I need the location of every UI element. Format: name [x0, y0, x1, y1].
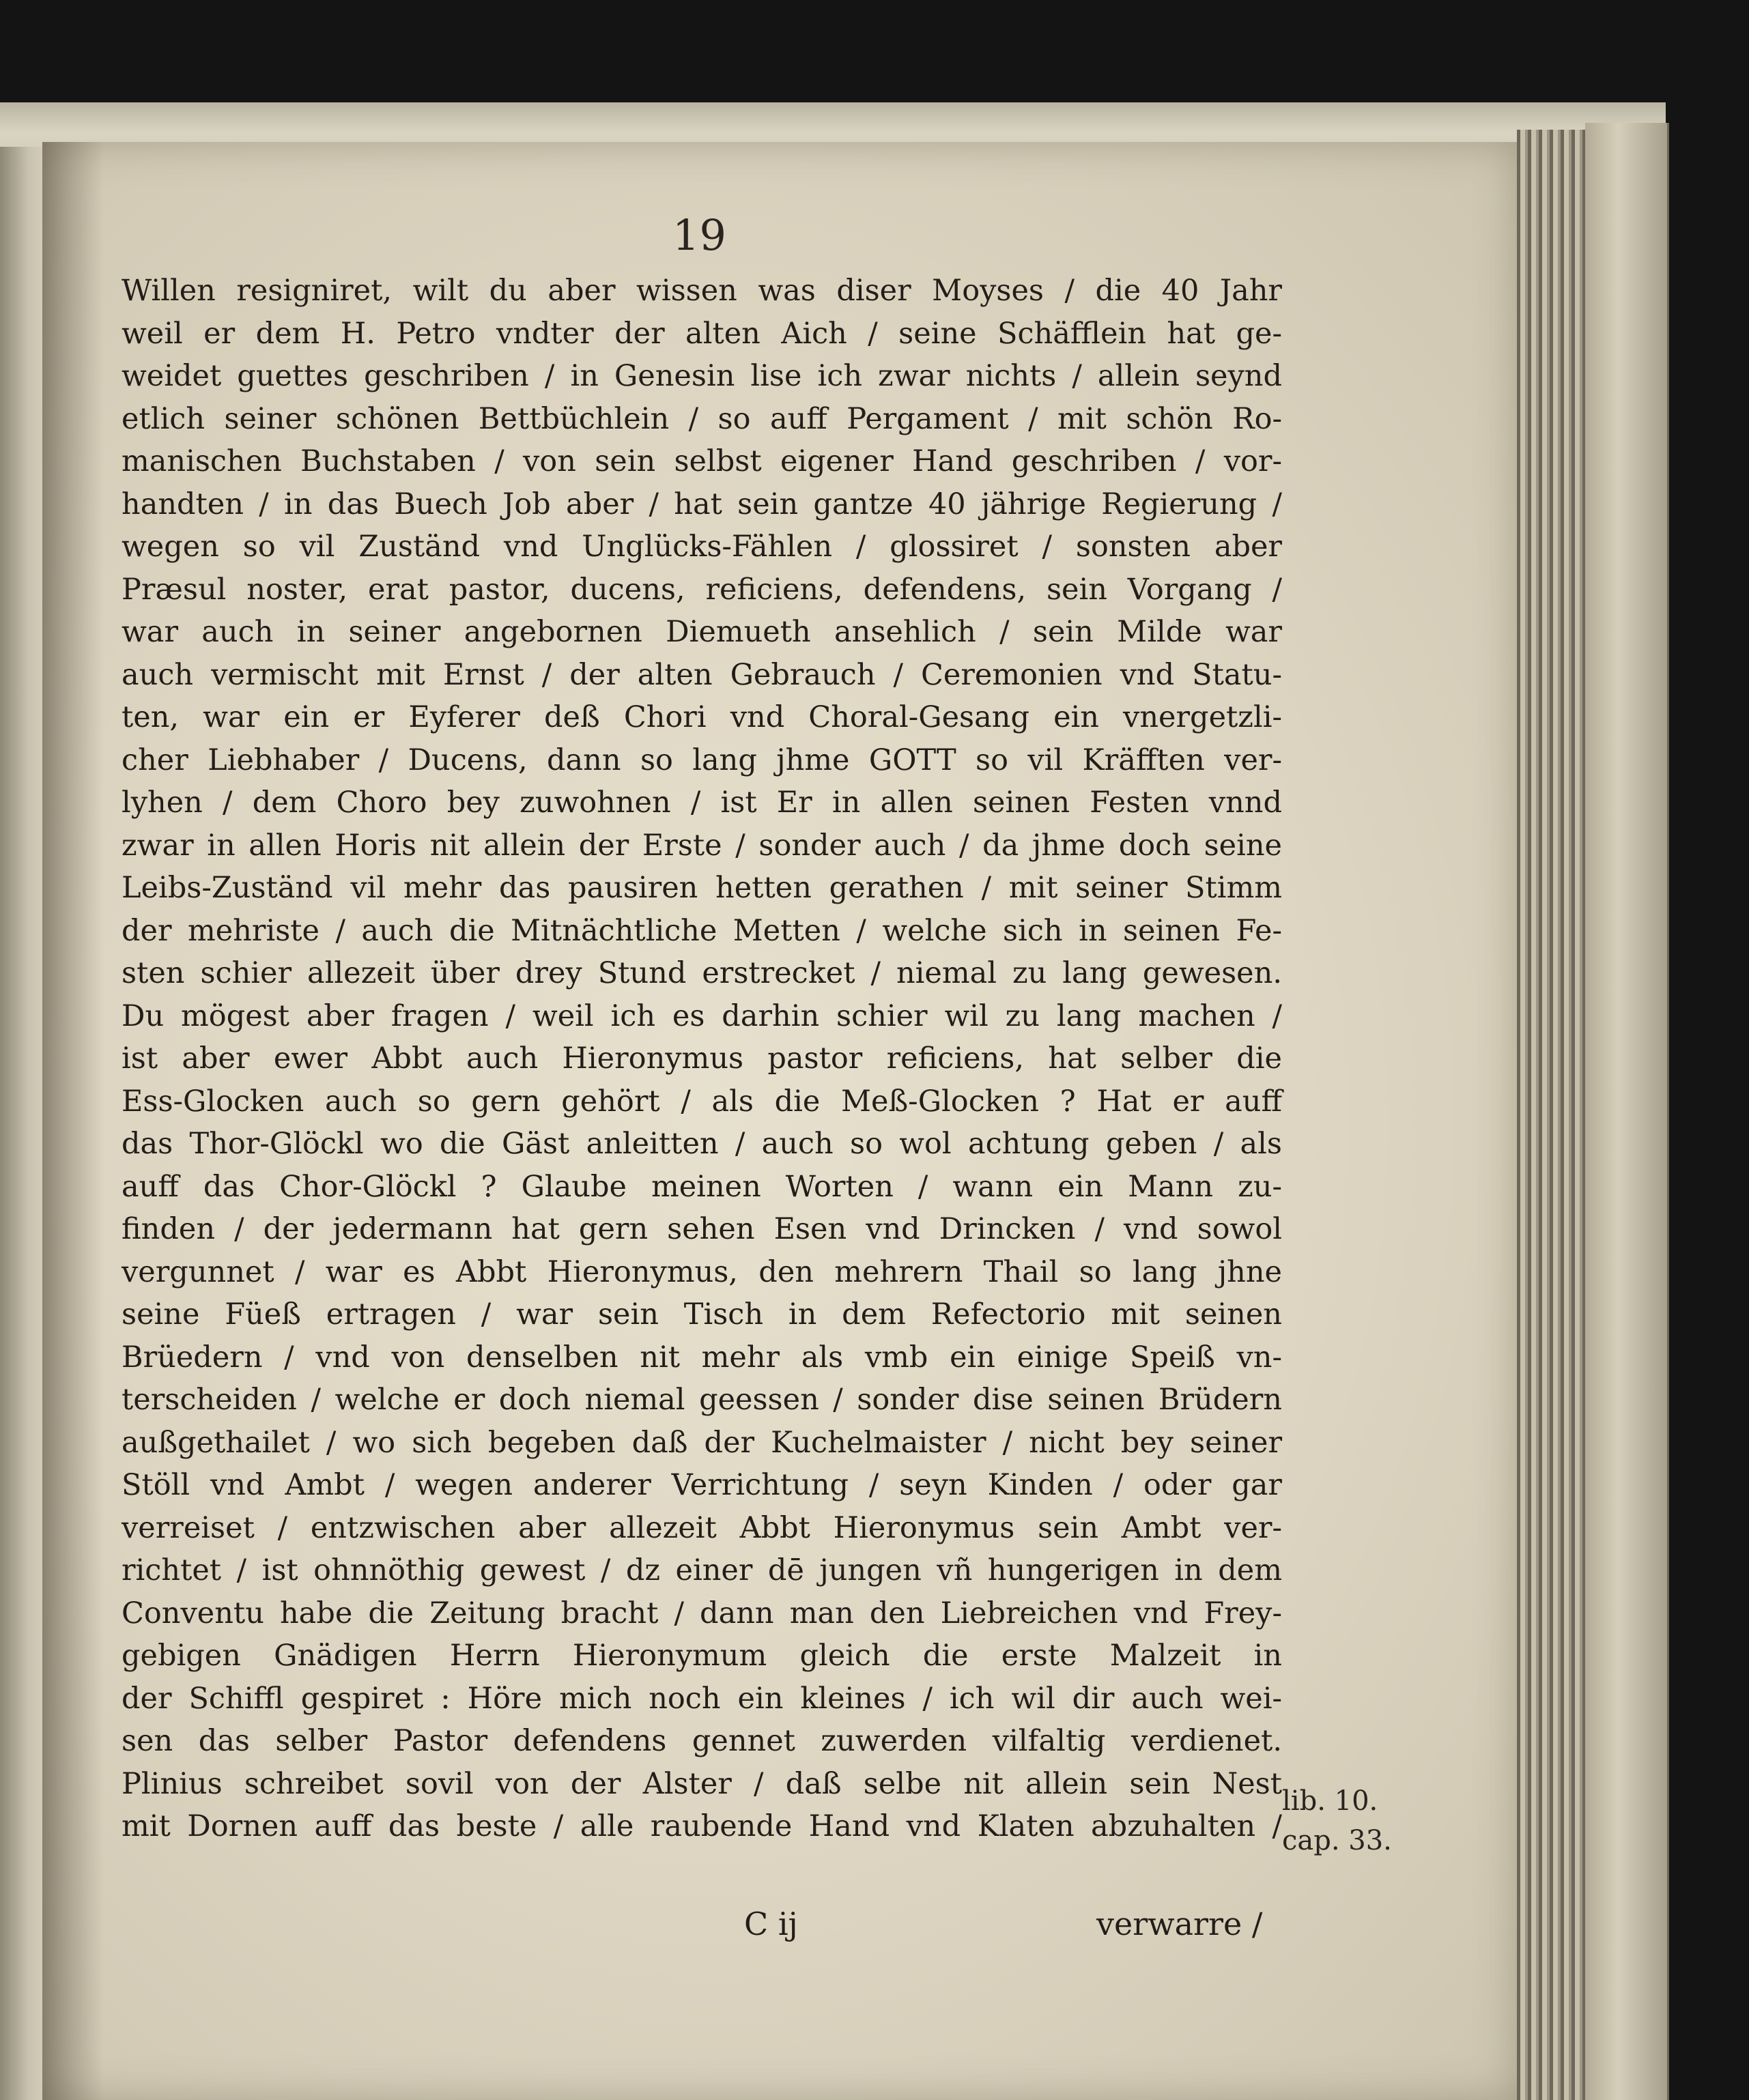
text-line: lyhen / dem Choro bey zuwohnen / ist Er in allen seinen Festen vnnd: [122, 786, 1282, 820]
text-line: Plinius schreibet sovil von der Alster / daß selbe nit allein sein Nest: [122, 1766, 1282, 1801]
text-line: Stöll vnd Ambt / wegen anderer Verrichtung / seyn Kinden / oder gar: [122, 1468, 1282, 1502]
text-line: finden / der jedermann hat gern sehen Esen vnd Drincken / vnd sowol: [122, 1212, 1282, 1246]
text-line: der Schiffl gespiret : Höre mich noch ein kleines / ich wil dir auch wei-: [122, 1681, 1282, 1716]
text-line: Leibs-Zuständ vil mehr das pausiren hetten gerathen / mit seiner Stimm: [122, 871, 1282, 905]
text-line: sten schier allezeit über drey Stund erstrecket / niemal zu lang gewesen.: [122, 956, 1282, 990]
text-line: ten, war ein er Eyferer deß Chori vnd Choral-Gesang ein vnergetzli-: [122, 700, 1282, 734]
margin-note-line: lib. 10.: [1282, 1785, 1378, 1817]
text-line: gebigen Gnädigen Herrn Hieronymum gleich die erste Malzeit in: [122, 1639, 1282, 1673]
text-line: weil er dem H. Petro vndter der alten Aich / seine Schäfflein hat ge-: [122, 316, 1282, 351]
text-line: der mehriste / auch die Mitnächtliche Metten / welche sich in seinen Fe-: [122, 913, 1282, 948]
text-line: sen das selber Pastor defendens gennet zuwerden vilfaltig verdienet.: [122, 1724, 1282, 1758]
text-line: seine Füeß ertragen / war sein Tisch in dem Refectorio mit seinen: [122, 1297, 1282, 1332]
text-line: wegen so vil Zuständ vnd Unglücks-Fählen / glossiret / sonsten aber: [122, 530, 1282, 564]
text-line: vergunnet / war es Abbt Hieronymus, den mehrern Thail so lang jhne: [122, 1254, 1282, 1289]
text-line: Brüedern / vnd von denselben nit mehr als vmb ein einige Speiß vn-: [122, 1340, 1282, 1375]
text-line: auch vermischt mit Ernst / der alten Gebrauch / Ceremonien vnd Statu-: [122, 657, 1282, 692]
text-line: etlich seiner schönen Bettbüchlein / so auff Pergament / mit schön Ro-: [122, 401, 1282, 436]
text-line: mit Dornen auff das beste / alle raubende Hand vnd Klaten abzuhalten /: [122, 1809, 1282, 1843]
left-page-edge: [0, 147, 48, 2100]
text-line: richtet / ist ohnnöthig gewest / dz einer dē jungen vñ hungerigen in dem: [122, 1553, 1282, 1587]
text-line: auff das Chor-Glöckl ? Glaube meinen Worten / wann ein Mann zu-: [122, 1169, 1282, 1204]
page-number: 19: [672, 210, 726, 260]
text-line: verreiset / entzwischen aber allezeit Abbt Hieronymus sein Ambt ver-: [122, 1510, 1282, 1545]
margin-note: [1282, 1781, 1392, 1860]
text-line: war auch in seiner angebornen Diemueth ansehlich / sein Milde war: [122, 615, 1282, 649]
margin-note-line: cap. 33.: [1282, 1825, 1392, 1856]
text-line: weidet guettes geschriben / in Genesin lise ich zwar nichts / allein seynd: [122, 359, 1282, 393]
gutter-shadow: [42, 142, 104, 2100]
text-line: außgethailet / wo sich begeben daß der Kuchelmaister / nicht bey seiner: [122, 1425, 1282, 1460]
body-text: [122, 270, 1282, 1848]
text-line: cher Liebhaber / Ducens, dann so lang jhme GOTT so vil Kräfften ver-: [122, 743, 1282, 777]
text-line: handten / in das Buech Job aber / hat sein gantze 40 jährige Regierung /: [122, 487, 1282, 521]
text-line: Conventu habe die Zeitung bracht / dann man den Liebreichen vnd Frey-: [122, 1596, 1282, 1630]
text-line: das Thor-Glöckl wo die Gäst anleitten / auch so wol achtung geben / als: [122, 1127, 1282, 1161]
text-line: terscheiden / welche er doch niemal geessen / sonder dise seinen Brüdern: [122, 1383, 1282, 1417]
text-line: zwar in allen Horis nit allein der Erste / sonder auch / da jhme doch seine: [122, 828, 1282, 863]
signature-mark: C ij: [744, 1905, 798, 1942]
text-line: Willen resigniret, wilt du aber wissen was diser Moyses / die 40 Jahr: [122, 274, 1282, 308]
catchword: verwarre /: [1096, 1905, 1263, 1942]
text-line: manischen Buchstaben / von sein selbst eigener Hand geschriben / vor-: [122, 444, 1282, 478]
book-cover-edge: [1585, 123, 1669, 2100]
text-line: Du mögest aber fragen / weil ich es darhin schier wil zu lang machen /: [122, 998, 1282, 1033]
page-fore-edge: [1517, 130, 1585, 2100]
text-line: ist aber ewer Abbt auch Hieronymus pastor reficiens, hat selber die: [122, 1041, 1282, 1076]
text-line: Præsul noster, erat pastor, ducens, reficiens, defendens, sein Vorgang /: [122, 572, 1282, 607]
text-line: Ess-Glocken auch so gern gehört / als die Meß-Glocken ? Hat er auff: [122, 1084, 1282, 1119]
